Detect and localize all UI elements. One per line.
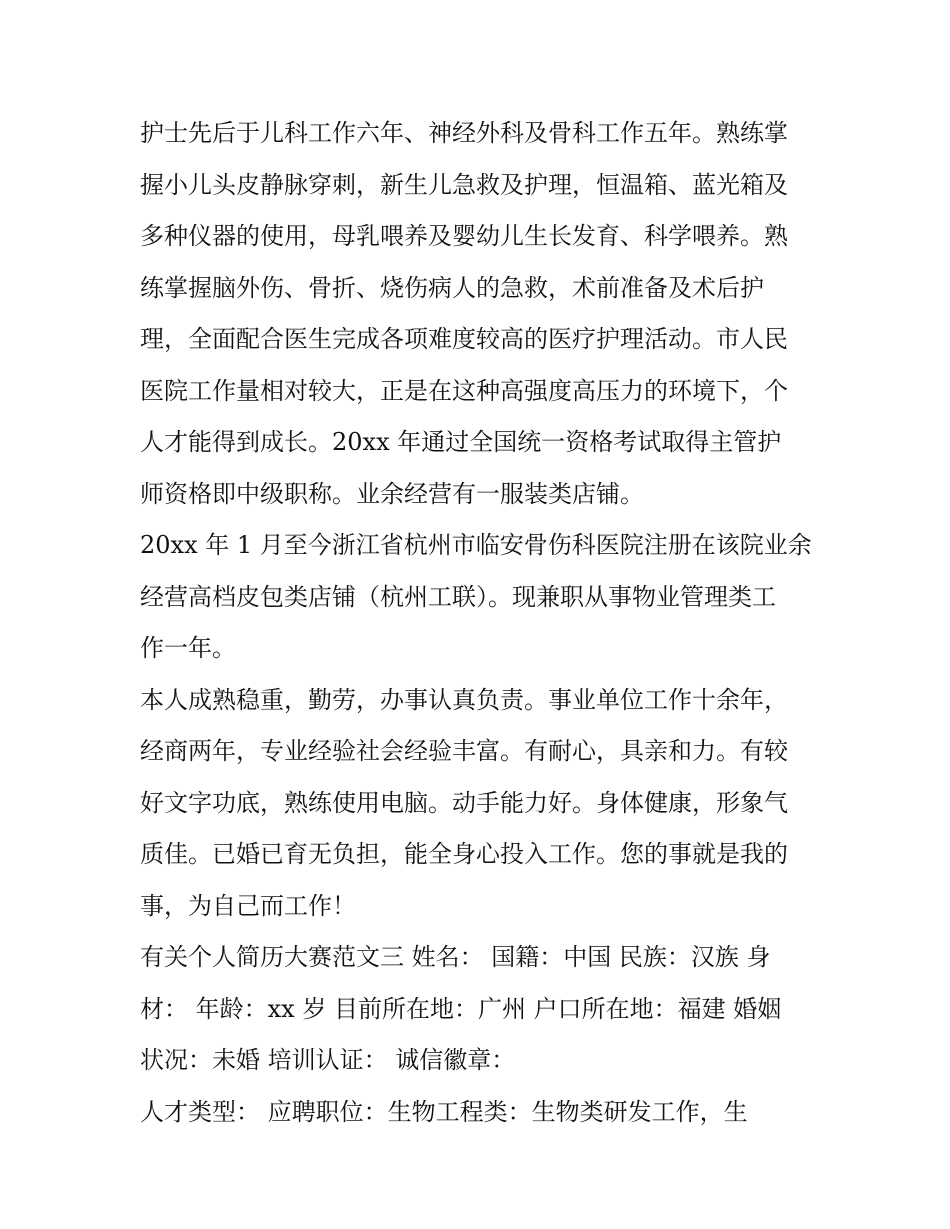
text-line: 人才类型： 应聘职位：生物工程类：生物类研发工作，生	[140, 1097, 748, 1126]
text-line: 事，为自己而工作！	[140, 891, 356, 920]
text-line: 练掌握脑外伤、骨折、烧伤病人的急救，术前准备及术后护	[140, 273, 764, 302]
text-line: 材： 年龄：xx 岁 目前所在地：广州 户口所在地：福建 婚姻	[140, 994, 782, 1023]
text-line: 有关个人简历大赛范文三 姓名： 国籍：中国 民族：汉族 身	[140, 943, 771, 971]
text-line: 20xx 年 1 月至今浙江省杭州市临安骨伤科医院注册在该院业余	[140, 531, 812, 559]
text-line: 理，全面配合医生完成各项难度较高的医疗护理活动。市人民	[140, 325, 788, 353]
text-line: 师资格即中级职称。业余经营有一服装类店铺。	[140, 479, 644, 508]
text-line: 人才能得到成长。20xx 年通过全国统一资格考试取得主管护	[140, 428, 782, 456]
text-line: 经营高档皮包类店铺（杭州工联）。现兼职从事物业管理类工	[140, 582, 776, 611]
text-line: 经商两年，专业经验社会经验丰富。有耐心，具亲和力。有较	[140, 737, 788, 765]
text-line: 医院工作量相对较大，正是在这种高强度高压力的环境下，个	[140, 376, 788, 405]
text-line: 多种仪器的使用，母乳喂养及婴幼儿生长发育、科学喂养。熟	[140, 222, 788, 250]
text-line: 本人成熟稳重，勤劳，办事认真负责。事业单位工作十余年，	[140, 685, 788, 714]
text-line: 作一年。	[140, 634, 236, 662]
text-line: 握小儿头皮静脉穿刺，新生儿急救及护理，恒温箱、蓝光箱及	[140, 170, 788, 199]
text-line: 好文字功底，熟练使用电脑。动手能力好。身体健康，形象气	[140, 788, 788, 817]
text-line: 状况：未婚 培训认证： 诚信徽章：	[140, 1046, 516, 1074]
text-line: 质佳。已婚已育无负担，能全身心投入工作。您的事就是我的	[140, 840, 788, 868]
text-line: 护士先后于儿科工作六年、神经外科及骨科工作五年。熟练掌	[140, 119, 788, 147]
document-body	[140, 108, 820, 1138]
